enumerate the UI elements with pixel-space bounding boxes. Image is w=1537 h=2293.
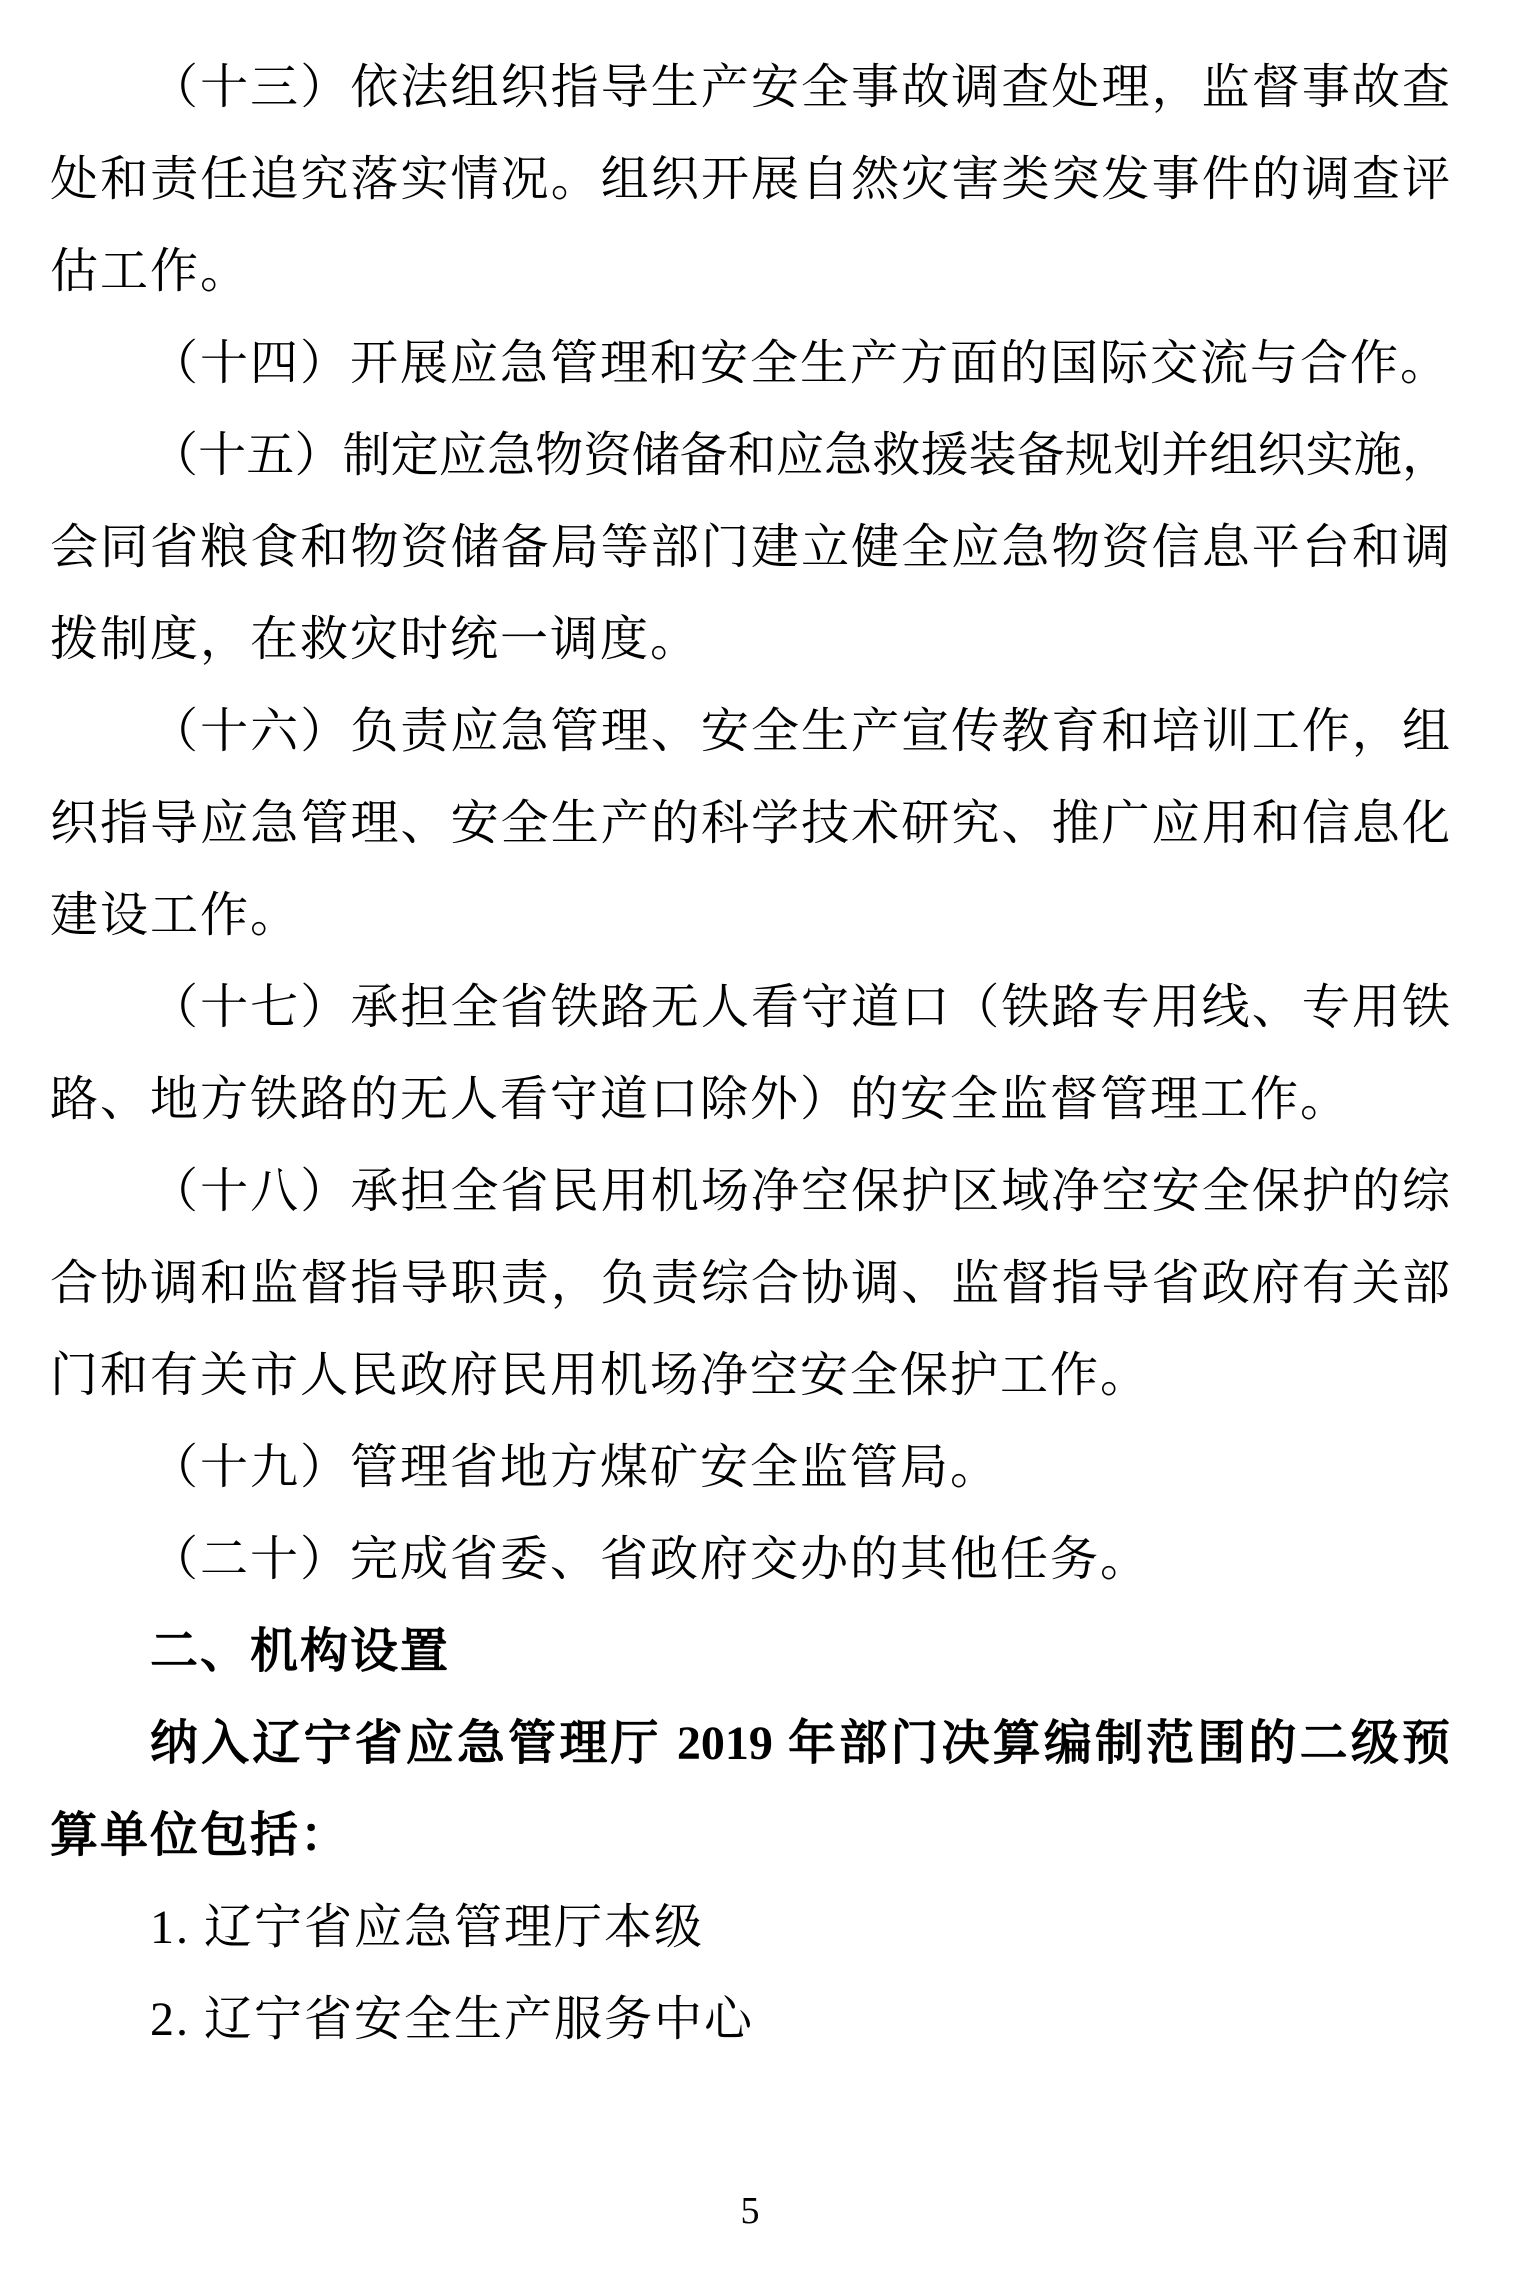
section-heading: 二、机构设置 xyxy=(150,1625,451,1678)
document-line: （十九）管理省地方煤矿安全监管局。 xyxy=(150,1441,1001,1494)
document-line: （十三）依法组织指导生产安全事故调查处理，监督事故查 xyxy=(150,61,1450,114)
page-number: 5 xyxy=(740,2190,760,2232)
document-line: （十五）制定应急物资储备和应急救援装备规划并组织实施， xyxy=(150,429,1450,482)
document-line: 拨制度，在救灾时统一调度。 xyxy=(50,613,701,666)
document-line: 路、地方铁路的无人看守道口除外）的安全监督管理工作。 xyxy=(50,1073,1351,1126)
document-line: 织指导应急管理、安全生产的科学技术研究、推广应用和信息化 xyxy=(50,797,1450,850)
document-line: 门和有关市人民政府民用机场净空安全保护工作。 xyxy=(50,1349,1151,1402)
document-line: （十八）承担全省民用机场净空保护区域净空安全保护的综 xyxy=(150,1165,1450,1218)
document-line: 处和责任追究落实情况。组织开展自然灾害类突发事件的调查评 xyxy=(50,153,1450,206)
document-line: 1. 辽宁省应急管理厅本级 xyxy=(150,1901,705,1954)
document-line: 估工作。 xyxy=(50,245,251,298)
document-line: 建设工作。 xyxy=(50,889,301,942)
document-line: 2. 辽宁省安全生产服务中心 xyxy=(150,1993,755,2046)
document-line: 纳入辽宁省应急管理厅 2019 年部门决算编制范围的二级预 xyxy=(150,1717,1450,1770)
document-line: 会同省粮食和物资储备局等部门建立健全应急物资信息平台和调 xyxy=(50,521,1450,574)
document-line: （二十）完成省委、省政府交办的其他任务。 xyxy=(150,1533,1151,1586)
document-line: （十四）开展应急管理和安全生产方面的国际交流与合作。 xyxy=(150,337,1451,390)
document-line: 算单位包括： xyxy=(50,1809,351,1862)
document-line: （十七）承担全省铁路无人看守道口（铁路专用线、专用铁 xyxy=(150,981,1450,1034)
document-line: （十六）负责应急管理、安全生产宣传教育和培训工作，组 xyxy=(150,705,1450,758)
document-line: 合协调和监督指导职责，负责综合协调、监督指导省政府有关部 xyxy=(50,1257,1450,1310)
document-body xyxy=(50,42,1450,2066)
